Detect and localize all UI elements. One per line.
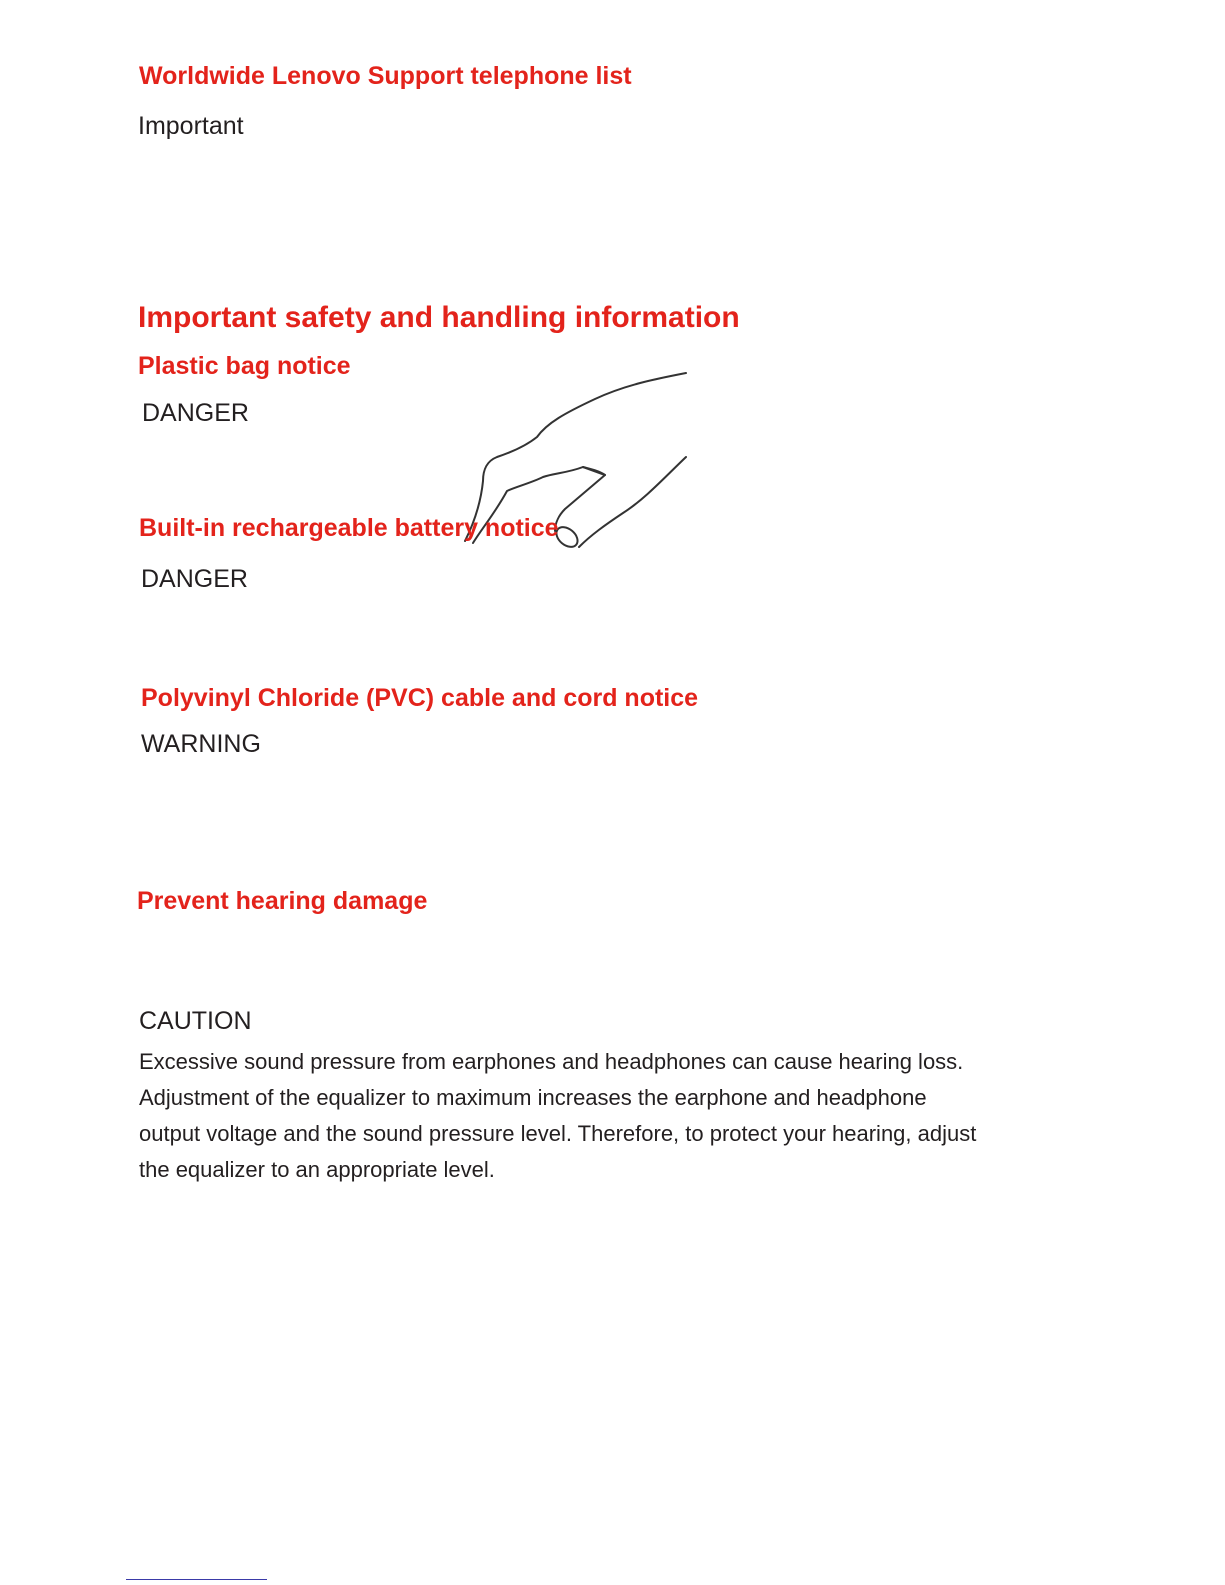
- hearing-body-line: output voltage and the sound pressure level. Therefore, to protect your hearing, adjust: [139, 1121, 977, 1146]
- safety-heading: Important safety and handling information: [138, 301, 740, 334]
- pvc-heading: Polyvinyl Chloride (PVC) cable and cord notice: [141, 684, 699, 712]
- worldwide-support-heading: Worldwide Lenovo Support telephone list: [139, 62, 632, 90]
- important-label: Important: [138, 112, 244, 140]
- footer-rule: [126, 1579, 267, 1580]
- hearing-body-line: Adjustment of the equalizer to maximum increases the earphone and headphone: [139, 1085, 927, 1110]
- hearing-caution-label: CAUTION: [139, 1007, 252, 1035]
- plastic-bag-heading: Plastic bag notice: [138, 352, 351, 380]
- battery-danger-label: DANGER: [141, 565, 248, 593]
- hearing-body-line: the equalizer to an appropriate level.: [139, 1157, 495, 1182]
- battery-heading: Built-in rechargeable battery notice: [139, 514, 559, 542]
- hearing-body-line: Excessive sound pressure from earphones and headphones can cause hearing loss.: [139, 1049, 964, 1074]
- hearing-body-paragraph: [139, 1044, 1089, 1188]
- hearing-heading: Prevent hearing damage: [137, 887, 428, 915]
- plastic-bag-danger-label: DANGER: [142, 399, 249, 427]
- pvc-warning-label: WARNING: [141, 730, 261, 758]
